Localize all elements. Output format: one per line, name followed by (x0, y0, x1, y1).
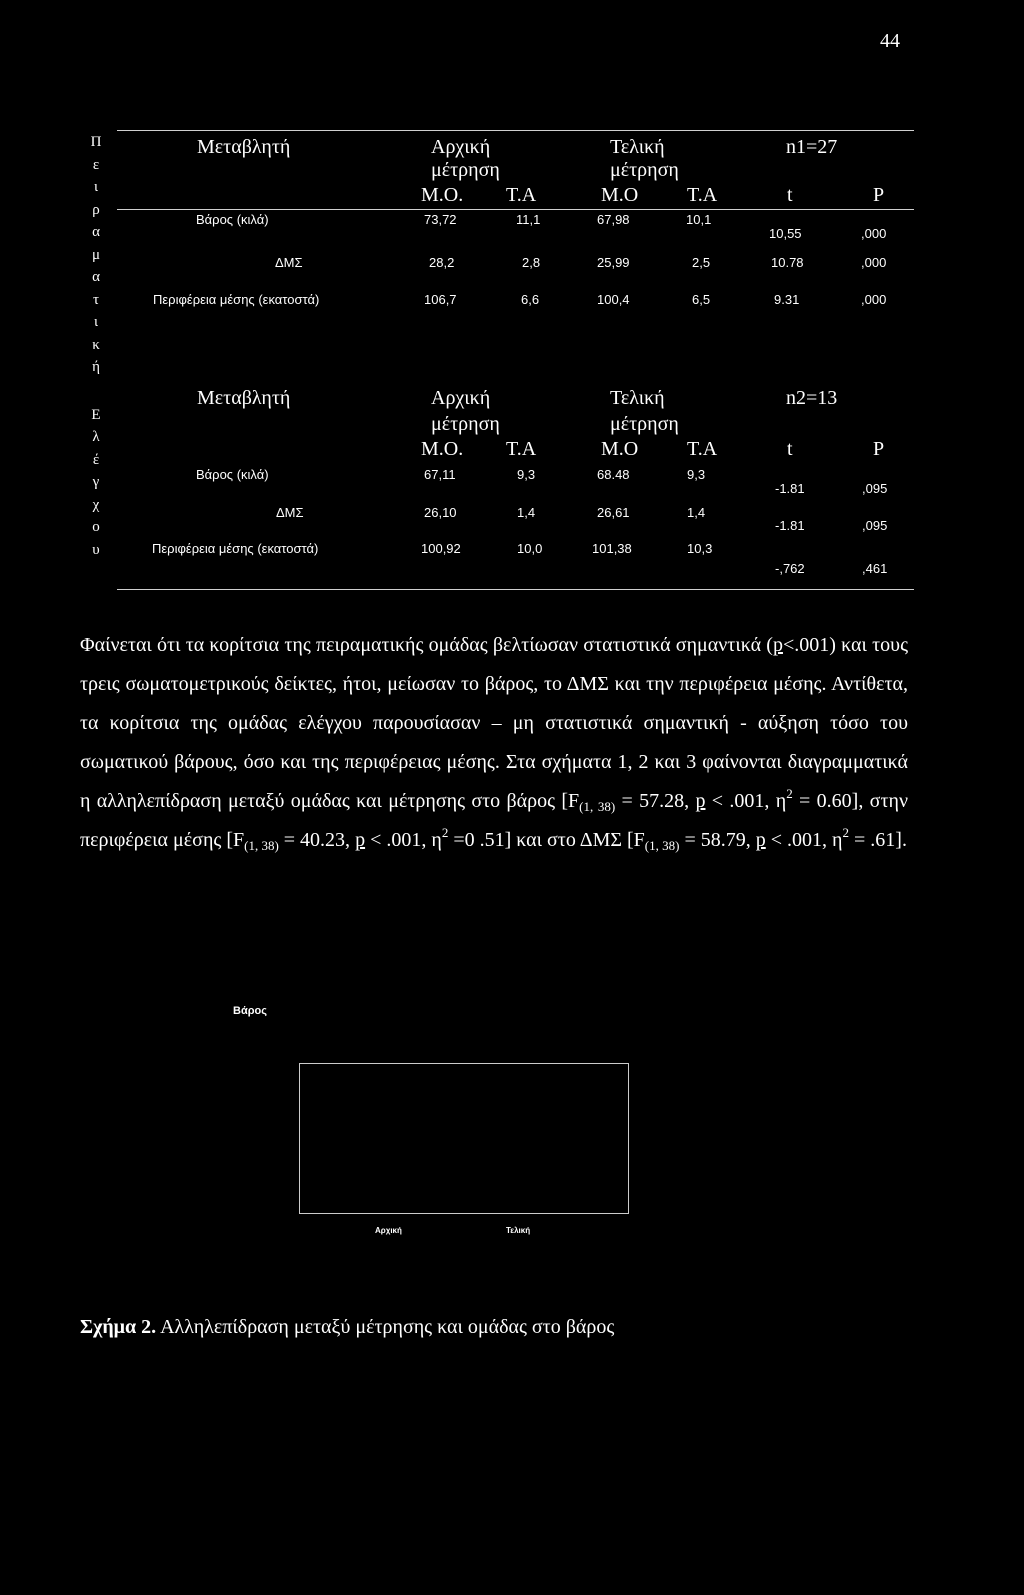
table-1-header-final: Τελική (610, 136, 665, 158)
cell-ta1: 6,6 (521, 292, 540, 307)
cell-ta2: 6,5 (692, 292, 711, 307)
cell-ta1: 1,4 (517, 505, 536, 520)
table-1-header-ta1: Τ.Α (506, 184, 537, 206)
cell-mo2: 68.48 (597, 467, 630, 482)
cell-mo1: 26,10 (424, 505, 457, 520)
side-label-letter: κ (92, 336, 100, 353)
cell-ta2: 1,4 (687, 505, 706, 520)
side-label-letter: τ (92, 291, 100, 308)
side-label (86, 131, 106, 561)
side-label-letter: ο (92, 519, 100, 535)
row-label: ΔΜΣ (275, 255, 303, 270)
cell-ta1: 2,8 (522, 255, 541, 270)
cell-p: ,095 (862, 518, 888, 533)
cell-mo1: 106,7 (424, 292, 457, 307)
row-label: Περιφέρεια μέσης (εκατοστά) (152, 541, 319, 556)
cell-ta1: 10,0 (517, 541, 543, 556)
cell-mo2: 26,61 (597, 505, 630, 520)
cell-ta2: 9,3 (687, 467, 706, 482)
row-label: Βάρος (κιλά) (196, 212, 269, 227)
row-label: Περιφέρεια μέσης (εκατοστά) (153, 292, 320, 307)
side-label-letter: έ (92, 451, 100, 468)
cell-mo1: 67,11 (424, 467, 456, 482)
page-number: 44 (880, 30, 900, 52)
figure-caption (80, 1316, 614, 1339)
cell-ta1: 11,1 (516, 212, 541, 227)
cell-ta2: 10,1 (686, 212, 712, 227)
cell-ta2: 2,5 (692, 255, 711, 270)
table-1-header-ta2: Τ.Α (687, 184, 718, 206)
table-2-header-ta1: Τ.Α (506, 438, 537, 460)
table-1-top-rule (117, 130, 914, 131)
cell-t: -,762 (775, 561, 805, 576)
table-1-header-p: P (873, 184, 885, 206)
cell-t: -1.81 (775, 518, 805, 533)
side-label-letter: λ (92, 429, 100, 445)
chart-x-label-final: Τελική (506, 1226, 531, 1235)
cell-mo1: 100,92 (421, 541, 461, 556)
chart-frame (299, 1063, 629, 1214)
table-2-header-initial-sub: μέτρηση (431, 413, 500, 435)
body-paragraph: Φαίνεται ότι τα κορίτσια της πειραματικής ομάδας βελτίωσαν στατιστικά σημαντικά (p<.001) και τους τρεις σωματομετρικούς δείκτες, ήτοι, μείωσαν το βάρος, το ΔΜΣ και την περιφέρεια μέσης. Αντίθετα, τα κορίτσια της ομάδας ελέγχου παρουσίασαν – μη στατιστικά σημαντική - αύξηση τόσο του σωματικού βάρους, όσο και της περιφέρειας μέσης. Στα σχήματα 1, 2 και 3 φαίνονται διαγραμματικά η αλληλεπίδραση μεταξύ ομάδας και μέτρησης στο βάρος [$F_{(1, 38)} = 57.28$, p < .001, $\eta^2 = 0.60$], στην περιφέρεια μέσης [$F_{(1, 38)} = 40.23$, p < .001, $\eta^2 =0$ .51] και στο ΔΜΣ [$F_{(1, 38)} = 58.79$, p < .001, $\eta^2 = .61$]. (80, 634, 908, 853)
cell-mo1: 73,72 (424, 212, 457, 227)
cell-p: ,095 (862, 481, 888, 496)
table-1-group: n1=27 (786, 136, 838, 158)
chart-title: Βάρος (233, 1005, 267, 1017)
table-2-header-mo2: Μ.Ο (601, 438, 639, 460)
caption-label: Σχήμα 2. (80, 1316, 157, 1338)
row-label: Βάρος (κιλά) (196, 467, 269, 482)
caption-text: Αλληλεπίδραση μεταξύ μέτρησης και ομάδας στο βάρος (156, 1316, 615, 1338)
side-label-letter: ρ (92, 201, 100, 218)
cell-mo2: 25,99 (597, 255, 630, 270)
table-2-header-mo1: Μ.Ο. (421, 438, 464, 460)
table-1-header-variable: Μεταβλητή (197, 136, 291, 158)
side-label-letter: α (92, 269, 100, 285)
cell-mo1: 28,2 (429, 255, 455, 270)
cell-mo2: 67,98 (597, 212, 630, 227)
table-1-header-mo1: Μ.Ο. (421, 184, 464, 206)
table-2-header-initial: Αρχική (431, 387, 491, 409)
table-1-header-t: t (787, 184, 793, 206)
cell-ta1: 9,3 (517, 467, 536, 482)
table-2-header-ta2: Τ.Α (687, 438, 718, 460)
table-2-group: n2=13 (786, 387, 838, 409)
side-label-letter: ή (92, 359, 100, 375)
cell-t: 10.78 (771, 255, 804, 270)
table-1-header-initial-sub: μέτρηση (431, 159, 500, 181)
cell-mo2: 101,38 (592, 541, 632, 556)
cell-mo2: 100,4 (597, 292, 630, 307)
chart-x-label-initial: Αρχική (375, 1226, 402, 1235)
cell-ta2: 10,3 (687, 541, 713, 556)
cell-t: 9.31 (774, 292, 800, 307)
side-label-letter: Π (90, 134, 102, 150)
side-label-letter: Ε (91, 406, 101, 423)
table-2-header-t: t (787, 438, 793, 460)
side-label-letter: υ (92, 541, 100, 558)
row-label: ΔΜΣ (276, 505, 304, 520)
side-label-letter: γ (92, 474, 100, 490)
side-label-letter: α (92, 224, 100, 240)
cell-t: -1.81 (775, 481, 805, 496)
side-label-letter: ι (93, 314, 99, 330)
side-label-letter: μ (91, 246, 101, 263)
cell-p: ,000 (861, 255, 887, 270)
table-1-header-rule (117, 209, 914, 210)
side-label-letter: ι (93, 179, 99, 195)
table-1-header-final-sub: μέτρηση (610, 159, 679, 181)
cell-p: ,461 (862, 561, 888, 576)
side-label-letter: χ (92, 496, 100, 513)
table-2-header-final: Τελική (610, 387, 665, 409)
cell-t: 10,55 (769, 226, 802, 241)
table-2-header-variable: Μεταβλητή (197, 387, 291, 409)
cell-p: ,000 (861, 226, 887, 241)
cell-p: ,000 (861, 292, 887, 307)
table-2-header-p: P (873, 438, 885, 460)
table-1-header-mo2: Μ.Ο (601, 184, 639, 206)
table-1-header-initial: Αρχική (431, 136, 491, 158)
table-2-header-final-sub: μέτρηση (610, 413, 679, 435)
table-2-bottom-rule (117, 589, 914, 590)
side-label-letter: ε (92, 156, 100, 173)
